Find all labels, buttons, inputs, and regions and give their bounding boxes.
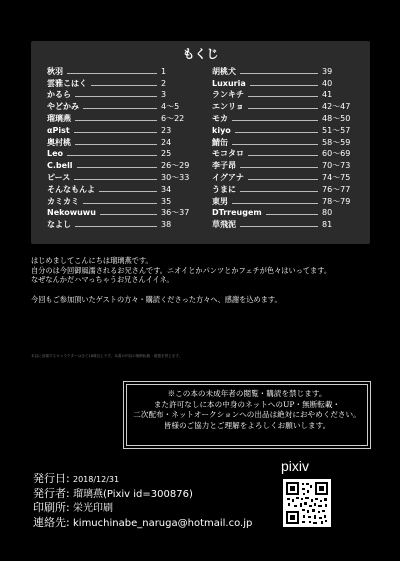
toc-leader-line: [248, 108, 318, 109]
toc-entry-page: 51〜57: [322, 125, 351, 135]
notice-text: [127, 385, 367, 431]
toc-entry: [212, 112, 358, 124]
toc-leader-line: [100, 214, 157, 215]
toc-entry-page: 58〜59: [322, 137, 351, 147]
toc-entry-name: kiyo: [212, 125, 231, 135]
toc-entry-name: ランキチ: [212, 90, 244, 100]
toc-leader-line: [67, 155, 157, 156]
toc-entry: [47, 159, 199, 171]
toc-entry-page: 40: [322, 78, 333, 88]
toc-entry-page: 36〜37: [161, 208, 190, 218]
colophon-publisher: [33, 487, 252, 502]
toc-entry-name: 秋羽: [47, 66, 63, 76]
toc-entry-name: 鯖缶: [212, 137, 228, 147]
notice-box: [123, 381, 371, 449]
colophon-printer: [33, 501, 252, 516]
toc-leader-line: [248, 96, 318, 97]
toc-entry: [47, 148, 199, 160]
toc-entry: [47, 112, 199, 124]
toc-entry: [212, 65, 358, 77]
colophon: [33, 472, 252, 530]
toc-entry-page: 74〜75: [322, 172, 351, 182]
toc-entry: [47, 171, 199, 183]
toc-leader-line: [266, 214, 318, 215]
notice-line: 二次配布・ネットオークションへの出品は絶対におやめください。: [133, 410, 361, 420]
intro-line: 自分のは今回御風濡されるお兄さんです。ニオイとかパンツとかフェチが色々はいってます。: [31, 265, 332, 275]
colophon-issue-date: [33, 472, 252, 487]
toc-leader-line: [240, 167, 318, 168]
toc-entry-page: 3: [161, 90, 167, 100]
toc-entry-page: 30〜33: [161, 172, 190, 182]
toc-entry: [212, 100, 358, 112]
toc-title: もくじ: [182, 47, 219, 61]
toc-leader-line: [83, 203, 157, 204]
toc-entry: [212, 124, 358, 136]
toc-leader-line: [250, 85, 318, 86]
contact-value: kimuchinabe_naruga@hotmail.co.jp: [73, 517, 253, 529]
toc-leader-line: [74, 132, 157, 133]
toc-entry: [212, 171, 358, 183]
toc-leader-line: [75, 226, 157, 227]
toc-entry: [212, 218, 358, 230]
toc-leader-line: [240, 226, 318, 227]
toc-entry-page: 23: [161, 125, 172, 135]
table-of-contents: [31, 41, 370, 244]
toc-entry-name: イグアナ: [212, 172, 244, 182]
toc-entry: [212, 207, 358, 219]
toc-entry-name: やどかみ: [47, 102, 79, 112]
toc-entry-page: 26〜29: [161, 161, 190, 171]
toc-leader-line: [248, 155, 318, 156]
toc-left-column: [47, 65, 199, 230]
notice-line: また許可なしに本の中身のネットへのUP・無断転載・: [153, 399, 341, 409]
toc-leader-line: [232, 120, 318, 121]
toc-entry-name: 奥村桃: [47, 137, 71, 147]
publisher-value: 瑠璃燕(Pixiv id=300876): [73, 488, 193, 500]
toc-leader-line: [248, 179, 318, 180]
toc-entry: [212, 89, 358, 101]
toc-entry-page: 4〜5: [161, 102, 180, 112]
toc-entry-name: そんなもんよ: [47, 184, 95, 194]
toc-entry-name: カミカミ: [47, 196, 79, 206]
printer-label: 印刷所:: [33, 501, 70, 514]
toc-entry-page: 1: [161, 66, 167, 76]
toc-entry-name: 雲雅こはく: [47, 78, 87, 88]
toc-entry-page: 76〜77: [322, 184, 351, 194]
thanks-text: 今回もご参加頂いたゲストの方々・購読くださった方々へ、感謝を込めます。: [31, 295, 282, 304]
toc-entry-page: 70〜73: [322, 161, 351, 171]
toc-entry: [212, 148, 358, 160]
toc-leader-line: [91, 85, 157, 86]
toc-entry-name: モコタロ: [212, 149, 244, 159]
intro-line: なぜなんかだハマっちゃうお兄さんイイネ。: [31, 275, 174, 284]
toc-entry-name: Leo: [47, 149, 64, 159]
toc-entry: [212, 195, 358, 207]
toc-entry: [212, 136, 358, 148]
toc-entry-name: DTrreugem: [212, 208, 262, 218]
toc-leader-line: [235, 132, 318, 133]
toc-leader-line: [74, 179, 157, 180]
toc-leader-line: [75, 96, 157, 97]
toc-entry-name: ピース: [47, 172, 71, 182]
toc-entry-name: 李子昂: [212, 161, 236, 171]
toc-entry: [47, 89, 199, 101]
toc-entry-page: 80: [322, 208, 333, 218]
notice-line: ※この本の未成年者の閲覧・購読を禁じます。: [167, 389, 327, 398]
toc-entry-name: 東男: [212, 196, 228, 206]
fine-print: 本誌に登場するキャラクターは全て18歳以上です。本書の内容の無断転載・複製を禁じます。: [31, 354, 183, 358]
toc-entry-page: 81: [322, 220, 333, 230]
toc-entry: [212, 77, 358, 89]
printer-value: 栄光印刷: [73, 503, 113, 514]
toc-entry: [47, 77, 199, 89]
toc-entry-page: 41: [322, 90, 333, 100]
toc-entry: [47, 65, 199, 77]
toc-entry-name: なよし: [47, 220, 71, 230]
toc-entry-page: 6〜22: [161, 113, 185, 123]
toc-entry-page: 78〜79: [322, 196, 351, 206]
toc-leader-line: [67, 73, 157, 74]
toc-entry-name: うまに: [212, 184, 236, 194]
toc-leader-line: [83, 108, 157, 109]
toc-entry: [47, 100, 199, 112]
contact-label: 連絡先:: [33, 515, 70, 529]
colophon-contact: [33, 516, 252, 531]
toc-entry-page: 42〜47: [322, 102, 351, 112]
issue-date-value: 2018/12/31: [73, 475, 120, 484]
toc-entry-name: Nekowuwu: [47, 208, 96, 218]
toc-entry: [212, 183, 358, 195]
toc-entry-name: モカ: [212, 113, 228, 123]
toc-entry-name: C.bell: [47, 161, 73, 171]
toc-entry-page: 25: [161, 149, 172, 159]
toc-entry-page: 35: [161, 196, 172, 206]
notice-line: 皆様のご協力とご理解をよろしくお願いします。: [163, 420, 331, 430]
pixiv-label: pixiv: [281, 458, 310, 474]
toc-entry-page: 60〜69: [322, 149, 351, 159]
toc-leader-line: [77, 167, 157, 168]
toc-entry-page: 24: [161, 137, 172, 147]
toc-leader-line: [99, 191, 157, 192]
toc-entry-name: 胡桃犬: [212, 66, 236, 76]
publisher-label: 発行者:: [33, 486, 70, 500]
toc-leader-line: [75, 120, 157, 121]
toc-entry-name: かるら: [47, 90, 71, 100]
toc-entry: [47, 124, 199, 136]
toc-leader-line: [75, 144, 157, 145]
intro-text: [31, 256, 376, 285]
toc-entry-page: 2: [161, 78, 167, 88]
toc-entry-name: 瑠璃燕: [47, 113, 71, 123]
toc-right-column: [212, 65, 358, 230]
toc-leader-line: [240, 191, 318, 192]
toc-entry-name: エンリョ: [212, 102, 244, 112]
notice-frame: [126, 384, 368, 446]
toc-entry-page: 39: [322, 66, 333, 76]
toc-entry: [47, 183, 199, 195]
toc-entry: [47, 218, 199, 230]
toc-leader-line: [240, 73, 318, 74]
toc-entry-name: αPist: [47, 125, 70, 135]
toc-entry-page: 38: [161, 220, 172, 230]
toc-entry: [47, 136, 199, 148]
toc-entry-name: Luxuria: [212, 78, 246, 88]
toc-entry-name: 草飛泥: [212, 220, 236, 230]
qr-code-icon: [283, 479, 331, 527]
toc-entry-page: 48〜50: [322, 113, 351, 123]
toc-leader-line: [232, 203, 318, 204]
toc-entry: [47, 207, 199, 219]
toc-entry-page: 34: [161, 184, 172, 194]
intro-line: はじめましてこんにちは瑠璃燕です。: [31, 256, 153, 265]
toc-entry: [212, 159, 358, 171]
toc-entry: [47, 195, 199, 207]
toc-leader-line: [232, 144, 318, 145]
issue-date-label: 発行日:: [33, 472, 70, 485]
